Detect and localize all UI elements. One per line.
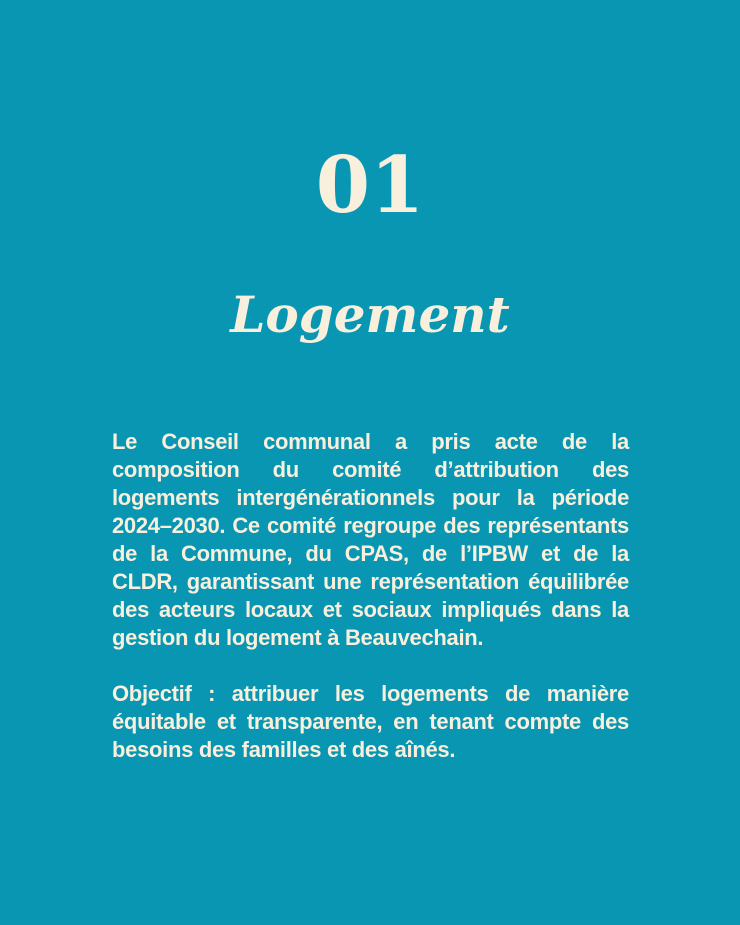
section-number: 01: [315, 140, 425, 231]
body-text: [112, 428, 629, 792]
section-title: Logement: [230, 285, 510, 344]
paragraph-objective: Objectif : attribuer les logements de manière équitable et transparente, en tenant compte des besoins des familles et des aînés.: [112, 681, 629, 762]
paragraph-committee: Le Conseil communal a pris acte de la composition du comité d’attribution des logements intergénérationnels pour la période 2024–2030. Ce comité regroupe des représentants de la Commune, du CPAS, de l’IPBW et de la CLDR, garantissant une représentation équilibrée des acteurs locaux et sociaux impliqués dans la gestion du logement à Beauvechain.: [112, 429, 629, 650]
